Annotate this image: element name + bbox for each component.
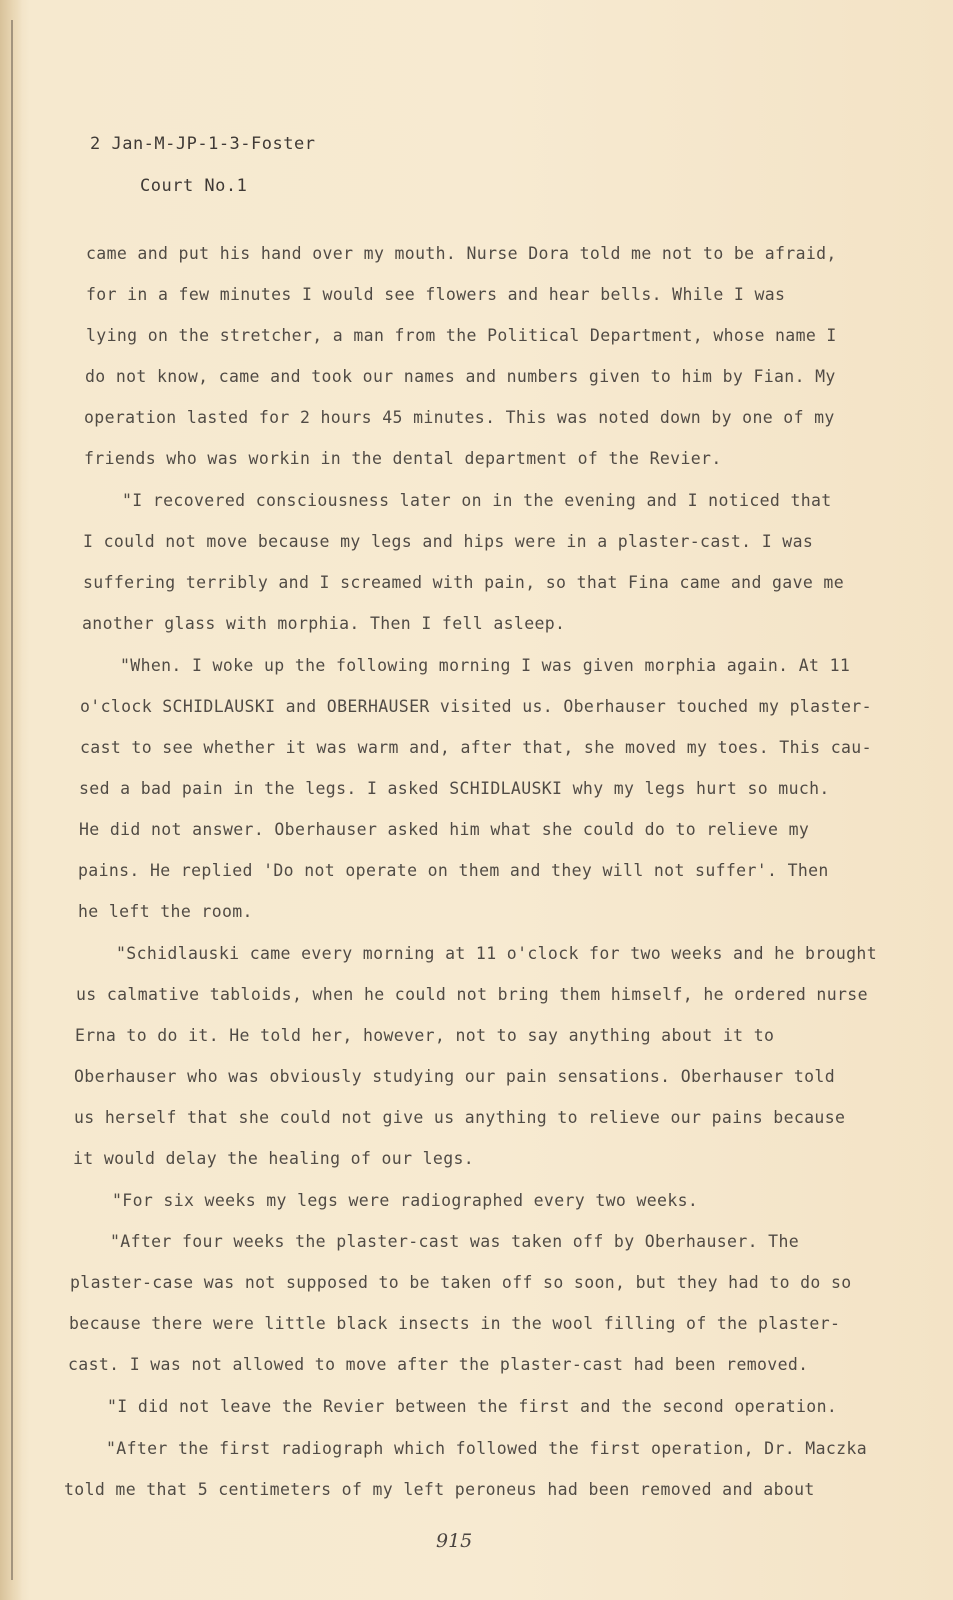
body-line: do not know, came and took our names and numbers given to him by Fian. My <box>85 367 836 386</box>
body-line: cast to see whether it was warm and, after that, she moved my toes. This cau- <box>80 738 872 757</box>
body-line: plaster-case was not supposed to be taken off so soon, but they had to do so <box>70 1273 852 1292</box>
body-line: "I did not leave the Revier between the first and the second operation. <box>107 1397 838 1416</box>
binding-edge-line <box>11 20 13 1580</box>
body-line: "Schidlauski came every morning at 11 o'clock for two weeks and he brought <box>116 944 878 963</box>
body-line: lying on the stretcher, a man from the Political Department, whose name I <box>86 326 837 345</box>
body-line: for in a few minutes I would see flowers and hear bells. While I was <box>86 285 786 304</box>
document-reference: 2 Jan-M-JP-1-3-Foster <box>90 134 316 154</box>
body-line: suffering terribly and I screamed with pain, so that Fina came and gave me <box>83 573 845 592</box>
body-line: friends who was workin in the dental department of the Revier. <box>84 449 722 468</box>
body-line: Erna to do it. He told her, however, not to say anything about it to <box>75 1026 775 1045</box>
body-line: "After the first radiograph which followed the first operation, Dr. Maczka <box>106 1439 868 1458</box>
body-line: "I recovered consciousness later on in the evening and I noticed that <box>122 491 832 510</box>
body-line: us calmative tabloids, when he could not bring them himself, he ordered nurse <box>76 985 868 1004</box>
body-line: it would delay the healing of our legs. <box>73 1149 475 1168</box>
body-line: he left the room. <box>78 902 253 921</box>
page-number: 915 <box>436 1530 473 1552</box>
body-line: because there were little black insects in the wool filling of the plaster- <box>69 1314 841 1333</box>
body-line: sed a bad pain in the legs. I asked SCHIDLAUSKI why my legs hurt so much. <box>79 779 830 798</box>
body-line: came and put his hand over my mouth. Nurse Dora told me not to be afraid, <box>86 244 837 263</box>
body-line: o'clock SCHIDLAUSKI and OBERHAUSER visited us. Oberhauser touched my plaster- <box>80 697 872 716</box>
body-line: He did not answer. Oberhauser asked him what she could do to relieve my <box>79 820 810 839</box>
body-line: another glass with morphia. Then I fell asleep. <box>82 614 566 633</box>
body-line: told me that 5 centimeters of my left peroneus had been removed and about <box>64 1480 815 1499</box>
body-line: "For six weeks my legs were radiographed every two weeks. <box>112 1191 699 1210</box>
court-number: Court No.1 <box>140 176 248 196</box>
body-line: "After four weeks the plaster-cast was taken off by Oberhauser. The <box>110 1232 800 1251</box>
body-line: pains. He replied 'Do not operate on them and they will not suffer'. Then <box>78 861 829 880</box>
body-line: operation lasted for 2 hours 45 minutes. This was noted down by one of my <box>84 408 835 427</box>
body-line: I could not move because my legs and hips were in a plaster-cast. I was <box>83 532 814 551</box>
body-line: Oberhauser who was obviously studying our pain sensations. Oberhauser told <box>74 1067 836 1086</box>
body-line: cast. I was not allowed to move after the plaster-cast had been removed. <box>68 1355 809 1374</box>
body-line: us herself that she could not give us anything to relieve our pains because <box>74 1108 846 1127</box>
body-line: "When. I woke up the following morning I was given morphia again. At 11 <box>120 656 851 675</box>
